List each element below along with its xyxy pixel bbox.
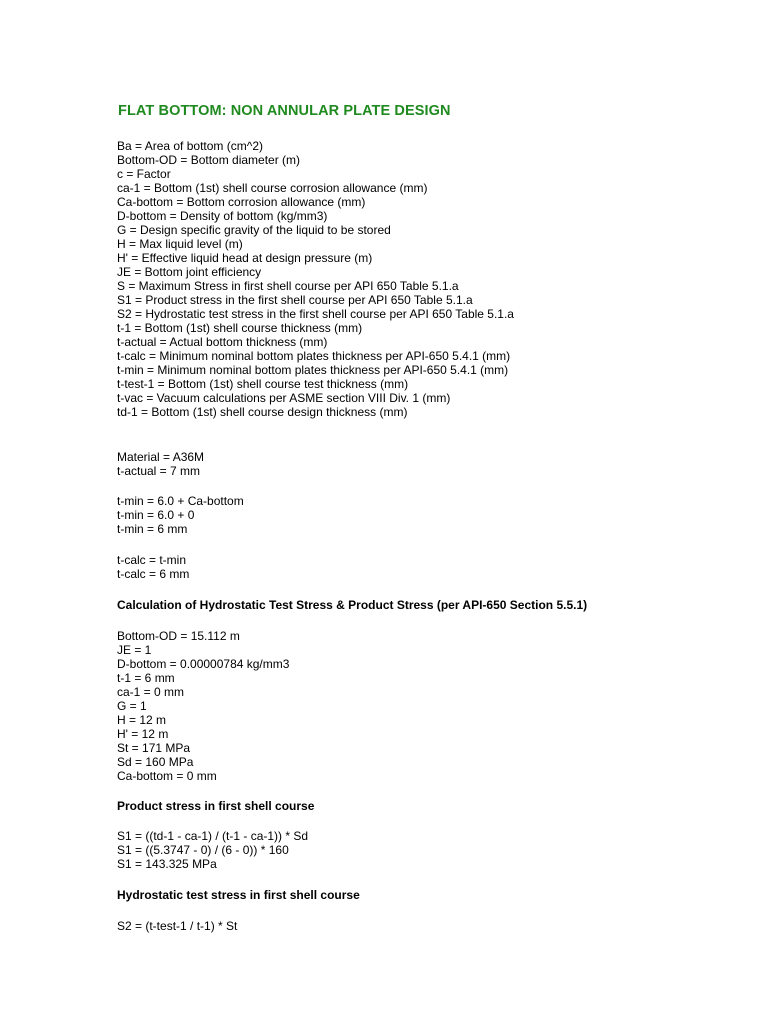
definitions-list xyxy=(117,139,514,419)
definition-line: D-bottom = Density of bottom (kg/mm3) xyxy=(117,209,328,223)
tmin-line: t-min = 6 mm xyxy=(117,522,188,536)
material-line: t-actual = 7 mm xyxy=(117,464,201,478)
definition-line: c = Factor xyxy=(117,167,171,181)
parameter-line: St = 171 MPa xyxy=(117,741,191,755)
parameter-line: H = 12 m xyxy=(117,713,167,727)
parameter-line: ca-1 = 0 mm xyxy=(117,685,185,699)
definition-line: t-vac = Vacuum calculations per ASME section VIII Div. 1 (mm) xyxy=(117,391,451,405)
tcalc-line: t-calc = t-min xyxy=(117,553,187,567)
definition-line: H' = Effective liquid head at design pressure (m) xyxy=(117,251,373,265)
definition-line: t-test-1 = Bottom (1st) shell course test thickness (mm) xyxy=(117,377,409,391)
definition-line: JE = Bottom joint efficiency xyxy=(117,265,262,279)
parameter-line: D-bottom = 0.00000784 kg/mm3 xyxy=(117,657,290,671)
parameter-line: JE = 1 xyxy=(117,643,152,657)
definition-line: S1 = Product stress in the first shell course per API 650 Table 5.1.a xyxy=(117,293,473,307)
definition-line: H = Max liquid level (m) xyxy=(117,237,243,251)
tcalc-calculation xyxy=(117,553,189,581)
material-line: Material = A36M xyxy=(117,450,205,464)
definition-line: t-calc = Minimum nominal bottom plates thickness per API-650 5.4.1 (mm) xyxy=(117,349,511,363)
product-stress-line: S1 = 143.325 MPa xyxy=(117,857,217,871)
tmin-calculation xyxy=(117,494,244,536)
definition-line: S2 = Hydrostatic test stress in the first shell course per API 650 Table 5.1.a xyxy=(117,307,514,321)
parameter-line: Ca-bottom = 0 mm xyxy=(117,769,217,783)
parameter-line: t-1 = 6 mm xyxy=(117,671,175,685)
definition-line: S = Maximum Stress in first shell course per API 650 Table 5.1.a xyxy=(117,279,459,293)
definition-line: Ca-bottom = Bottom corrosion allowance (mm) xyxy=(117,195,366,209)
definition-line: Ba = Area of bottom (cm^2) xyxy=(117,139,264,153)
tmin-line: t-min = 6.0 + 0 xyxy=(117,508,195,522)
product-stress-calculation xyxy=(117,829,308,871)
definition-line: G = Design specific gravity of the liquid to be stored xyxy=(117,223,391,237)
parameter-line: Sd = 160 MPa xyxy=(117,755,194,769)
parameter-line: H' = 12 m xyxy=(117,727,169,741)
calculation-heading: Calculation of Hydrostatic Test Stress & Product Stress (per API-650 Section 5.5.1) xyxy=(117,598,588,612)
hydrostatic-stress-heading: Hydrostatic test stress in first shell course xyxy=(117,888,360,902)
tcalc-line: t-calc = 6 mm xyxy=(117,567,190,581)
definition-line: ca-1 = Bottom (1st) shell course corrosion allowance (mm) xyxy=(117,181,428,195)
definition-line: t-min = Minimum nominal bottom plates thickness per API-650 5.4.1 (mm) xyxy=(117,363,509,377)
product-stress-heading: Product stress in first shell course xyxy=(117,799,315,813)
product-stress-line: S1 = ((td-1 - ca-1) / (t-1 - ca-1)) * Sd xyxy=(117,829,309,843)
parameters-list xyxy=(117,629,289,783)
product-stress-line: S1 = ((5.3747 - 0) / (6 - 0)) * 160 xyxy=(117,843,289,857)
page-title: FLAT BOTTOM: NON ANNULAR PLATE DESIGN xyxy=(118,103,451,119)
tmin-line: t-min = 6.0 + Ca-bottom xyxy=(117,494,244,508)
definition-line: Bottom-OD = Bottom diameter (m) xyxy=(117,153,301,167)
hydrostatic-stress-line: S2 = (t-test-1 / t-1) * St xyxy=(117,919,238,933)
definition-line: t-actual = Actual bottom thickness (mm) xyxy=(117,335,328,349)
definition-line: td-1 = Bottom (1st) shell course design thickness (mm) xyxy=(117,405,408,419)
material-block xyxy=(117,450,204,478)
hydrostatic-stress-calculation xyxy=(117,919,237,933)
parameter-line: Bottom-OD = 15.112 m xyxy=(117,629,240,643)
parameter-line: G = 1 xyxy=(117,699,147,713)
definition-line: t-1 = Bottom (1st) shell course thickness (mm) xyxy=(117,321,363,335)
